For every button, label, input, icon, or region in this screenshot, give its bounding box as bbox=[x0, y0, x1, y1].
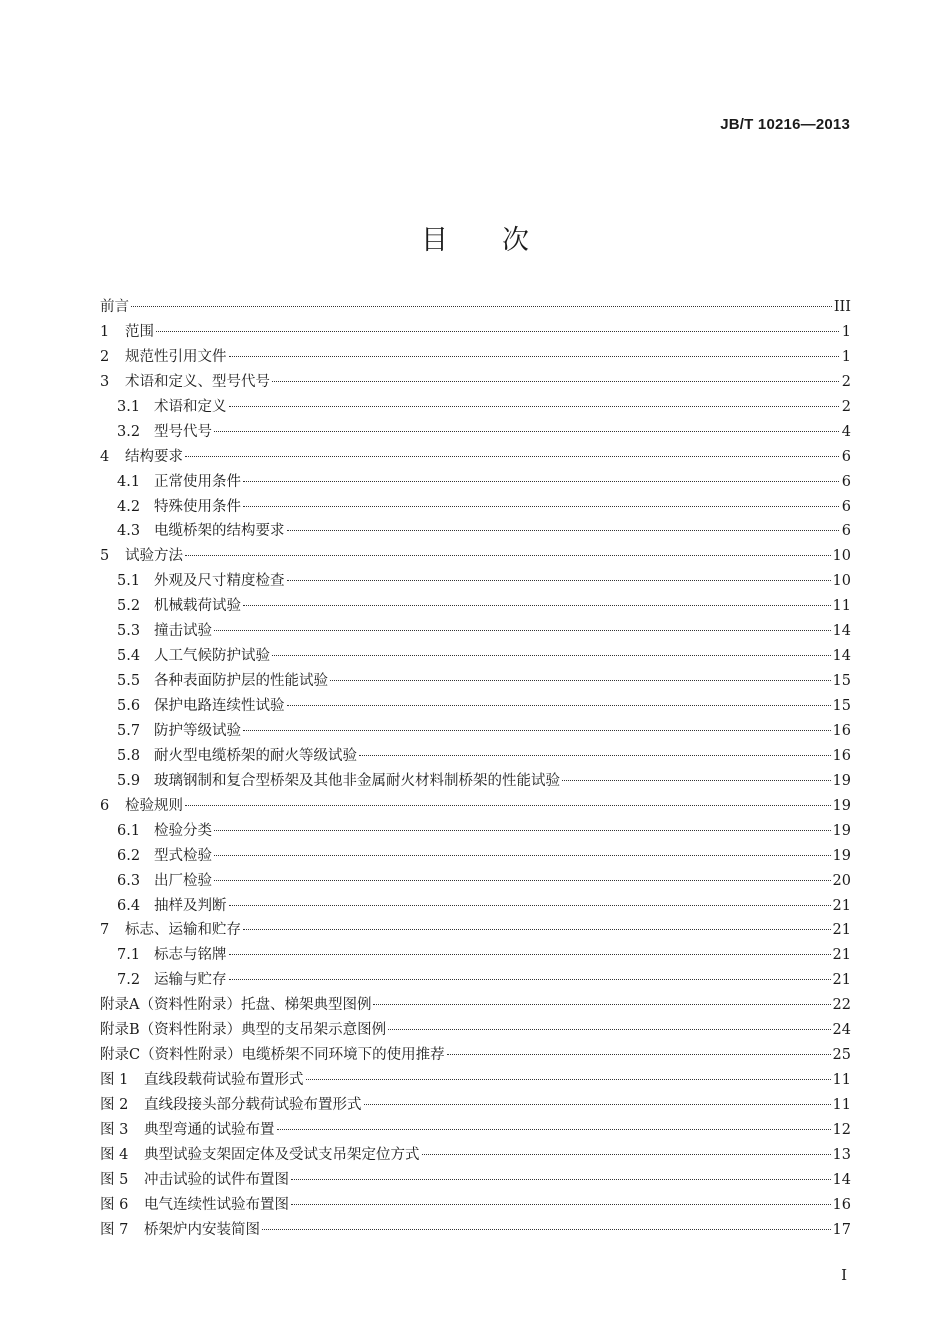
toc-entry[interactable] bbox=[100, 1093, 851, 1118]
toc-dot-leader bbox=[229, 405, 840, 407]
toc-entry[interactable] bbox=[100, 694, 851, 719]
toc-dot-leader bbox=[272, 654, 831, 656]
toc-entry-number: 图 2 bbox=[100, 1097, 129, 1113]
toc-entry[interactable] bbox=[100, 719, 851, 744]
toc-entry-number: 5.2 bbox=[117, 598, 141, 615]
toc-entry[interactable] bbox=[100, 495, 851, 520]
toc-entry-title: 标志与铭牌 bbox=[154, 947, 227, 964]
toc-entry-title: 术语和定义、型号代号 bbox=[125, 373, 270, 390]
toc-dot-leader bbox=[306, 1078, 831, 1080]
toc-entry-page: 16 bbox=[832, 747, 851, 764]
standard-code: JB/T 10216—2013 bbox=[720, 116, 850, 133]
toc-entry-title: 各种表面防护层的性能试验 bbox=[154, 673, 328, 690]
toc-entry[interactable] bbox=[100, 1043, 851, 1068]
toc-entry[interactable] bbox=[100, 1018, 851, 1043]
toc-entry-number: 3 bbox=[100, 373, 110, 390]
toc-entry-title: 附录C（资料性附录）电缆桥架不同环境下的使用推荐 bbox=[100, 1047, 445, 1064]
toc-entry-number: 5.9 bbox=[117, 772, 141, 789]
toc-entry-number: 2 bbox=[100, 348, 110, 365]
toc-entry[interactable] bbox=[100, 395, 851, 420]
toc-entry-number: 4 bbox=[100, 448, 110, 465]
toc-entry-title: 桥架炉内安装简图 bbox=[144, 1221, 260, 1238]
toc-entry[interactable] bbox=[100, 894, 851, 919]
toc-entry[interactable] bbox=[100, 968, 851, 993]
toc-entry-page: 6 bbox=[841, 448, 851, 465]
toc-entry[interactable] bbox=[100, 869, 851, 894]
toc-entry-page: 17 bbox=[832, 1221, 851, 1238]
toc-entry[interactable] bbox=[100, 295, 851, 320]
toc-entry[interactable] bbox=[100, 594, 851, 619]
toc-entry-number: 5.8 bbox=[117, 747, 141, 764]
toc-entry-title: 检验分类 bbox=[154, 822, 212, 839]
toc-entry-number: 6 bbox=[100, 797, 110, 814]
toc-entry-title: 范围 bbox=[125, 323, 154, 340]
toc-entry-page: 6 bbox=[841, 473, 851, 490]
toc-entry-number: 5.4 bbox=[117, 648, 141, 665]
toc-entry-page: 24 bbox=[832, 1022, 851, 1039]
toc-entry-page: 2 bbox=[841, 373, 851, 390]
toc-dot-leader bbox=[562, 779, 831, 781]
toc-entry[interactable] bbox=[100, 370, 851, 395]
toc-dot-leader bbox=[287, 529, 840, 531]
toc-entry-title: 电缆桥架的结构要求 bbox=[154, 523, 285, 540]
toc-entry-number: 1 bbox=[100, 323, 110, 340]
toc-dot-leader bbox=[243, 480, 839, 482]
toc-entry-page: 21 bbox=[832, 897, 851, 914]
toc-entry-number: 6.3 bbox=[117, 872, 141, 889]
toc-entry-page: 13 bbox=[832, 1146, 851, 1163]
toc-entry-title: 撞击试验 bbox=[154, 623, 212, 640]
toc-entry-page: 22 bbox=[832, 997, 851, 1014]
toc-entry[interactable] bbox=[100, 544, 851, 569]
toc-entry-page: 21 bbox=[832, 922, 851, 939]
toc-entry-title: 结构要求 bbox=[125, 448, 183, 465]
toc-entry-title: 特殊使用条件 bbox=[154, 498, 241, 515]
toc-entry-number: 5.1 bbox=[117, 573, 141, 590]
toc-entry-number: 图 3 bbox=[100, 1121, 129, 1138]
toc-entry-number: 5.5 bbox=[117, 673, 141, 690]
toc-entry-page: 19 bbox=[832, 847, 851, 864]
toc-entry-page: 6 bbox=[841, 523, 851, 540]
toc-entry-title: 型号代号 bbox=[154, 423, 212, 440]
table-of-contents bbox=[100, 295, 851, 1243]
toc-dot-leader bbox=[243, 928, 831, 930]
toc-entry-page: 10 bbox=[832, 573, 851, 590]
toc-dot-leader bbox=[262, 1228, 831, 1230]
toc-entry-title: 标志、运输和贮存 bbox=[125, 922, 241, 939]
toc-entry[interactable] bbox=[100, 420, 851, 445]
toc-entry-title: 附录B（资料性附录）典型的支吊架示意图例 bbox=[100, 1022, 387, 1039]
toc-entry-page: 1 bbox=[841, 323, 851, 340]
toc-entry-title: 保护电路连续性试验 bbox=[154, 698, 285, 714]
toc-entry-title: 防护等级试验 bbox=[154, 722, 241, 739]
toc-entry-number: 6.1 bbox=[117, 822, 141, 839]
toc-entry[interactable] bbox=[100, 1168, 851, 1193]
toc-dot-leader bbox=[373, 1003, 830, 1005]
toc-entry[interactable] bbox=[100, 470, 851, 495]
toc-entry[interactable] bbox=[100, 993, 851, 1018]
toc-entry[interactable] bbox=[100, 320, 851, 345]
toc-entry-page: 6 bbox=[841, 498, 851, 515]
toc-entry-page: 11 bbox=[832, 598, 851, 615]
toc-entry-title: 抽样及判断 bbox=[154, 897, 227, 914]
toc-dot-leader bbox=[229, 953, 831, 955]
toc-entry-page: 15 bbox=[832, 698, 851, 714]
toc-entry-number: 5.3 bbox=[117, 623, 141, 640]
toc-entry[interactable] bbox=[100, 644, 851, 669]
toc-entry-title: 运输与贮存 bbox=[154, 972, 227, 989]
footer-page-number: I bbox=[841, 1266, 847, 1284]
toc-entry[interactable] bbox=[100, 918, 851, 943]
toc-dot-leader bbox=[243, 505, 839, 507]
toc-entry-title: 检验规则 bbox=[125, 797, 183, 814]
toc-entry-number: 5.6 bbox=[117, 698, 141, 714]
toc-entry-page: 2 bbox=[841, 398, 851, 415]
toc-dot-leader bbox=[243, 604, 831, 606]
toc-entry-number: 图 1 bbox=[100, 1072, 129, 1089]
toc-dot-leader bbox=[330, 679, 831, 681]
toc-dot-leader bbox=[229, 904, 831, 906]
toc-dot-leader bbox=[185, 804, 831, 806]
toc-entry[interactable] bbox=[100, 669, 851, 694]
toc-entry-page: 19 bbox=[832, 772, 851, 789]
toc-entry-number: 图 7 bbox=[100, 1221, 129, 1238]
toc-entry-number: 3.2 bbox=[117, 423, 141, 440]
toc-entry-title: 耐火型电缆桥架的耐火等级试验 bbox=[154, 747, 357, 764]
toc-entry-page: 16 bbox=[832, 722, 851, 739]
toc-dot-leader bbox=[272, 380, 839, 382]
toc-entry-page: 14 bbox=[832, 648, 851, 665]
toc-dot-leader bbox=[185, 554, 831, 556]
toc-dot-leader bbox=[214, 430, 839, 432]
toc-entry-title: 术语和定义 bbox=[154, 398, 227, 415]
toc-entry-page: 12 bbox=[832, 1121, 851, 1138]
toc-entry-page: 1 bbox=[841, 348, 851, 365]
toc-entry-page: 16 bbox=[832, 1196, 851, 1213]
toc-entry[interactable] bbox=[100, 794, 851, 819]
toc-entry-title: 典型弯通的试验布置 bbox=[144, 1121, 275, 1138]
toc-dot-leader bbox=[229, 355, 840, 357]
toc-entry-number: 图 4 bbox=[100, 1146, 129, 1163]
toc-entry-number: 图 6 bbox=[100, 1196, 129, 1213]
toc-dot-leader bbox=[243, 729, 831, 731]
toc-entry[interactable] bbox=[100, 744, 851, 769]
toc-dot-leader bbox=[131, 305, 832, 307]
toc-dot-leader bbox=[229, 978, 831, 980]
toc-entry-title: 机械载荷试验 bbox=[154, 598, 241, 615]
toc-entry-page: III bbox=[833, 299, 851, 315]
toc-entry-title: 出厂检验 bbox=[154, 872, 212, 889]
toc-entry[interactable] bbox=[100, 1143, 851, 1168]
toc-entry-page: 21 bbox=[832, 947, 851, 964]
toc-entry-page: 15 bbox=[832, 673, 851, 690]
toc-entry-number: 6.2 bbox=[117, 847, 141, 864]
toc-entry[interactable] bbox=[100, 1068, 851, 1093]
toc-entry[interactable] bbox=[100, 1118, 851, 1143]
toc-entry-number: 4.1 bbox=[117, 473, 141, 490]
toc-entry-number: 3.1 bbox=[117, 398, 141, 415]
toc-entry-number: 图 5 bbox=[100, 1171, 129, 1188]
toc-entry[interactable] bbox=[100, 943, 851, 968]
toc-dot-leader bbox=[214, 854, 831, 856]
toc-dot-leader bbox=[291, 1178, 831, 1180]
toc-entry-number: 7.1 bbox=[117, 947, 141, 964]
toc-dot-leader bbox=[287, 579, 831, 581]
toc-entry[interactable] bbox=[100, 844, 851, 869]
toc-entry-title: 电气连续性试验布置图 bbox=[144, 1196, 289, 1213]
toc-entry-page: 11 bbox=[832, 1072, 851, 1089]
toc-entry-page: 19 bbox=[832, 797, 851, 814]
toc-entry-title: 型式检验 bbox=[154, 847, 212, 864]
toc-entry-page: 21 bbox=[832, 972, 851, 989]
toc-entry[interactable] bbox=[100, 1218, 851, 1243]
toc-entry[interactable] bbox=[100, 1193, 851, 1218]
toc-dot-leader bbox=[291, 1203, 831, 1205]
toc-entry[interactable] bbox=[100, 569, 851, 594]
toc-dot-leader bbox=[214, 879, 831, 881]
toc-entry[interactable] bbox=[100, 819, 851, 844]
toc-entry-number: 7.2 bbox=[117, 972, 141, 989]
toc-entry-number: 7 bbox=[100, 922, 110, 939]
toc-entry-title: 附录A（资料性附录）托盘、梯架典型图例 bbox=[100, 997, 372, 1014]
toc-entry-title: 外观及尺寸精度检查 bbox=[154, 573, 285, 590]
toc-entry-page: 4 bbox=[841, 423, 851, 440]
toc-entry-title: 直线段接头部分载荷试验布置形式 bbox=[144, 1097, 362, 1113]
toc-dot-leader bbox=[156, 330, 839, 332]
toc-entry-number: 4.3 bbox=[117, 523, 141, 540]
toc-entry-page: 20 bbox=[832, 872, 851, 889]
toc-entry[interactable] bbox=[100, 769, 851, 794]
toc-entry-page: 10 bbox=[832, 548, 851, 565]
toc-entry-number: 4.2 bbox=[117, 498, 141, 515]
toc-entry-title: 规范性引用文件 bbox=[125, 348, 227, 365]
toc-dot-leader bbox=[359, 754, 831, 756]
toc-dot-leader bbox=[185, 455, 839, 457]
toc-entry-title: 玻璃钢制和复合型桥架及其他非金属耐火材料制桥架的性能试验 bbox=[154, 772, 560, 789]
toc-dot-leader bbox=[364, 1103, 831, 1105]
toc-entry[interactable] bbox=[100, 345, 851, 370]
toc-entry-title: 冲击试验的试件布置图 bbox=[144, 1171, 289, 1188]
toc-entry-title: 直线段载荷试验布置形式 bbox=[144, 1072, 304, 1089]
toc-entry-page: 11 bbox=[832, 1097, 851, 1113]
toc-entry-page: 19 bbox=[832, 822, 851, 839]
toc-entry-title: 人工气候防护试验 bbox=[154, 648, 270, 665]
toc-entry-title: 正常使用条件 bbox=[154, 473, 241, 490]
toc-dot-leader bbox=[447, 1053, 831, 1055]
toc-entry[interactable] bbox=[100, 519, 851, 544]
toc-entry[interactable] bbox=[100, 619, 851, 644]
toc-dot-leader bbox=[388, 1028, 830, 1030]
toc-entry-title: 前言 bbox=[100, 299, 129, 315]
toc-entry-number: 5.7 bbox=[117, 722, 141, 739]
toc-dot-leader bbox=[287, 704, 831, 706]
toc-entry-page: 25 bbox=[832, 1047, 851, 1064]
toc-dot-leader bbox=[277, 1128, 831, 1130]
toc-entry-page: 14 bbox=[832, 1171, 851, 1188]
toc-entry-title: 典型试验支架固定体及受试支吊架定位方式 bbox=[144, 1146, 420, 1163]
toc-entry-page: 14 bbox=[832, 623, 851, 640]
toc-entry-number: 5 bbox=[100, 548, 110, 565]
toc-title: 目次 bbox=[421, 225, 583, 256]
toc-dot-leader bbox=[214, 629, 831, 631]
toc-entry-number: 6.4 bbox=[117, 897, 141, 914]
toc-dot-leader bbox=[422, 1153, 831, 1155]
toc-dot-leader bbox=[214, 829, 831, 831]
toc-entry[interactable] bbox=[100, 445, 851, 470]
toc-entry-title: 试验方法 bbox=[125, 548, 183, 565]
